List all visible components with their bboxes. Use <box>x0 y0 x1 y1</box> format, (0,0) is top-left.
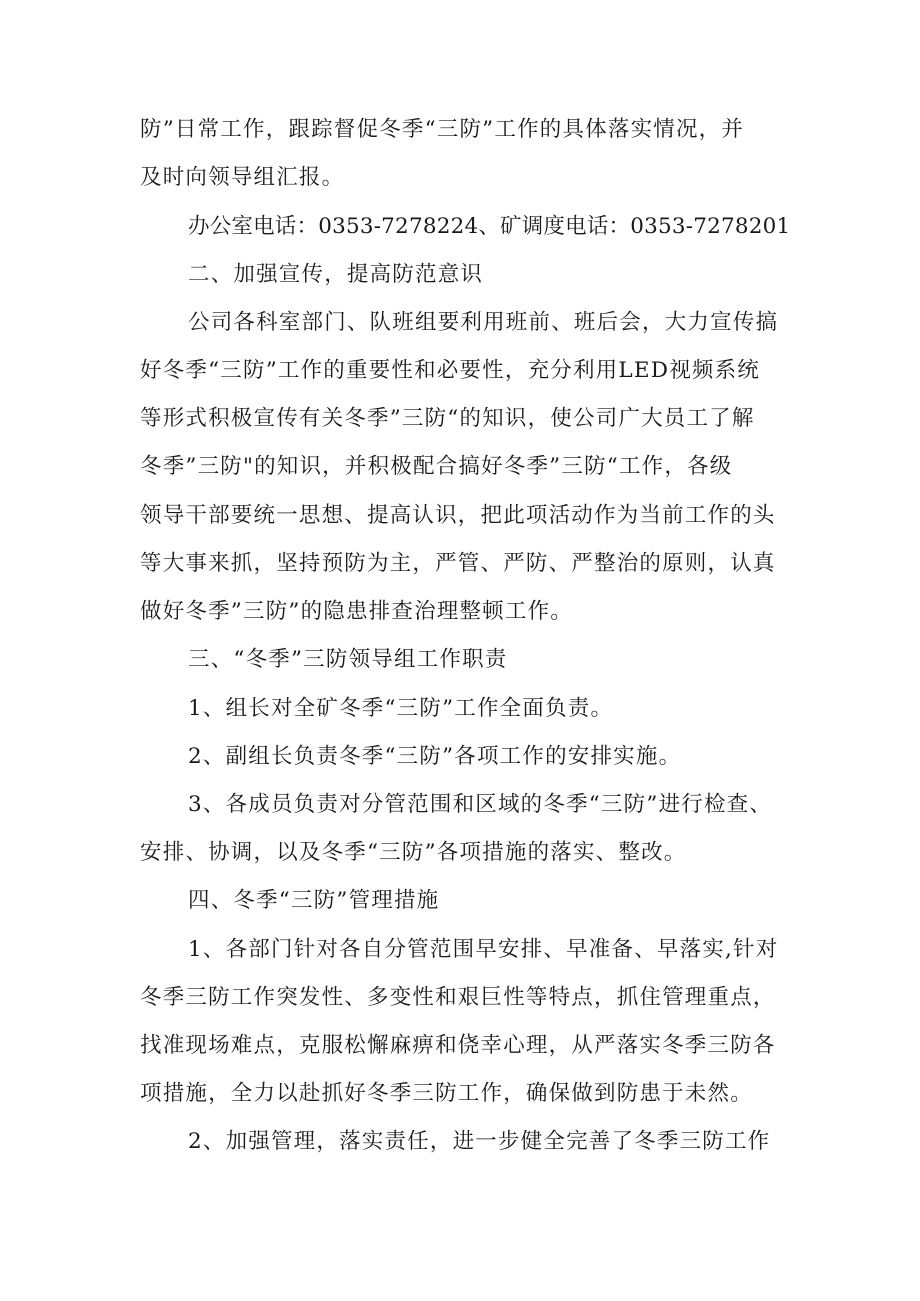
paragraph-line: 安排、协调，以及冬季“三防”各项措施的落实、整改。 <box>140 840 687 865</box>
paragraph-line: 好冬季“三防”工作的重要性和必要性，充分利用LED视频系统 <box>140 358 760 383</box>
paragraph-line: 找准现场难点，克服松懈麻痹和侥幸心理，从严落实冬季三防各 <box>140 1033 776 1058</box>
contact-phone-line: 办公室电话：0353-7278224、矿调度电话：0353-7278201 <box>188 214 791 239</box>
list-item: 3、各成员负责对分管范围和区域的冬季“三防”进行检查、 <box>188 792 773 817</box>
paragraph-line: 做好冬季”三防”的隐患排查治理整顿工作。 <box>140 599 573 624</box>
section-heading-3: 三、“冬季”三防领导组工作职责 <box>188 647 508 672</box>
section-heading-4: 四、冬季“三防”管理措施 <box>188 888 440 913</box>
paragraph-line: 防”日常工作，跟踪督促冬季“三防”工作的具体落实情况，并 <box>140 117 745 142</box>
paragraph-line: 冬季”三防"的知识，并积极配合搞好冬季”三防“工作，各级 <box>140 454 733 479</box>
paragraph-line: 冬季三防工作突发性、多变性和艰巨性等特点，抓住管理重点， <box>140 985 776 1010</box>
list-item: 2、加强管理，落实责任，进一步健全完善了冬季三防工作 <box>188 1129 771 1154</box>
paragraph-line: 及时向领导组汇报。 <box>140 165 345 190</box>
paragraph-line: 项措施，全力以赴抓好冬季三防工作，确保做到防患于未然。 <box>140 1081 753 1106</box>
paragraph-line: 等大事来抓，坚持预防为主，严管、严防、严整治的原则，认真 <box>140 551 776 576</box>
list-item: 2、副组长负责冬季“三防”各项工作的安排实施。 <box>188 744 682 769</box>
list-item: 1、各部门针对各自分管范围早安排、早准备、早落实,针对 <box>188 937 779 962</box>
paragraph-line: 等形式积极宣传有关冬季”三防“的知识，使公司广大员工了解 <box>140 406 755 431</box>
paragraph-line: 领导干部要统一思想、提高认识，把此项活动作为当前工作的头 <box>140 503 776 528</box>
paragraph-line: 公司各科室部门、队班组要利用班前、班后会，大力宣传搞 <box>188 310 779 335</box>
section-heading-2: 二、加强宣传，提高防范意识 <box>188 262 484 287</box>
list-item: 1、组长对全矿冬季“三防”工作全面负责。 <box>188 696 614 721</box>
